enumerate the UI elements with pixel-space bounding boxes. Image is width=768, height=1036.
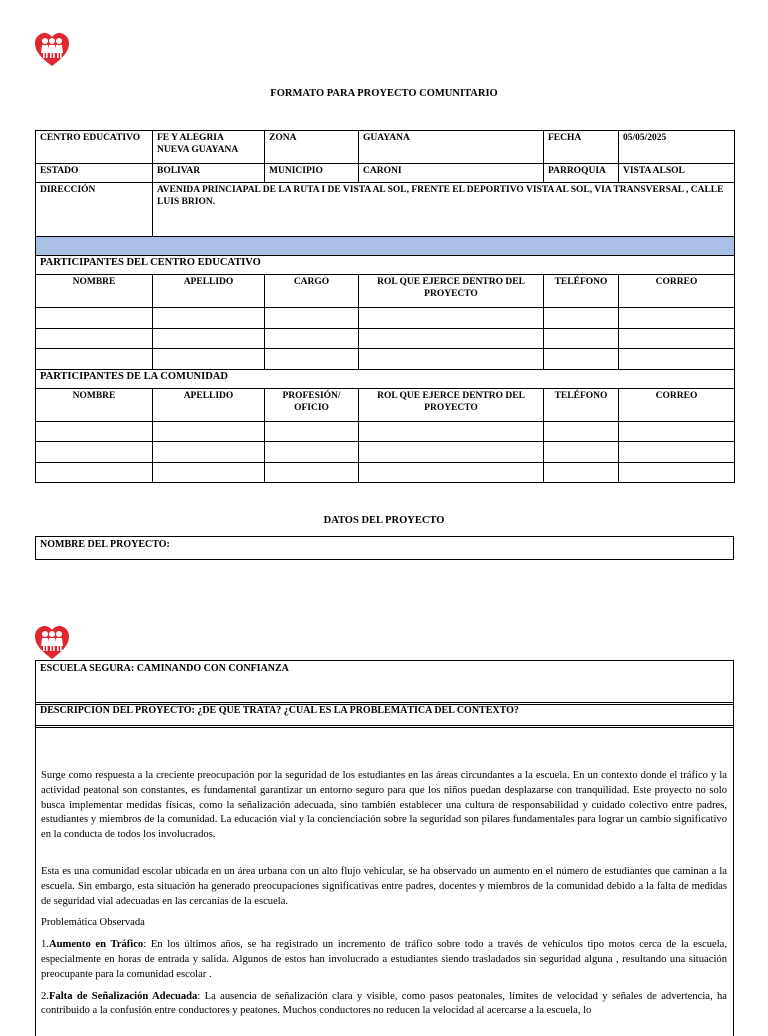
cell-input[interactable]: [544, 421, 619, 442]
cell-input[interactable]: [36, 442, 153, 463]
cell-input[interactable]: [153, 421, 265, 442]
cell-input[interactable]: [153, 328, 265, 349]
cell-input[interactable]: [265, 349, 359, 370]
col-telefono: TELÉFONO: [544, 388, 619, 421]
form-title: FORMATO PARA PROYECTO COMUNITARIO: [270, 88, 498, 99]
descripcion-label: DESCRIPCIÓN DEL PROYECTO: ¿DE QUÉ TRATA? ¿CUÁL ES LA PROBLEMÁTICA DEL CONTEXTO?: [40, 705, 519, 716]
item-2: [41, 990, 727, 1020]
cell-input[interactable]: [359, 328, 544, 349]
cell-input[interactable]: [544, 442, 619, 463]
participantes-centro-label: PARTICIPANTES DEL CENTRO EDUCATIVO: [36, 256, 735, 275]
cell-input[interactable]: [36, 328, 153, 349]
cell-input[interactable]: [153, 462, 265, 483]
col-cargo: CARGO: [265, 275, 359, 308]
problematica-heading: Problemática Observada: [41, 917, 145, 929]
cell-input[interactable]: [544, 349, 619, 370]
item-2-text: : La ausencia de señalización clara y visible, como pasos peatonales, límites de velocidad y señales de advertencia, ha contribuido a la confusión entre conductores y peatones. Muchos conductores no reducen la velocidad al acercarse a la escuela, lo: [41, 990, 727, 1017]
participantes-comunidad-label: PARTICIPANTES DE LA COMUNIDAD: [36, 369, 735, 388]
direccion-value: AVENIDA PRINCIAPAL DE LA RUTA I DE VISTA AL SOL, FRENTE EL DEPORTIVO VISTA AL SOL, VIA TRANSVERSAL , CALLE LUIS BRION.: [153, 183, 735, 237]
cell-input[interactable]: [359, 349, 544, 370]
cell-input[interactable]: [619, 308, 735, 329]
municipio-label: MUNICIPIO: [265, 164, 359, 183]
cell-input[interactable]: [36, 349, 153, 370]
centro-educativo-value: FE Y ALEGRIA NUEVA GUAYANA: [153, 131, 265, 164]
estado-value: BOLIVAR: [153, 164, 265, 183]
cell-input[interactable]: [36, 421, 153, 442]
cell-input[interactable]: [153, 349, 265, 370]
fecha-value: 05/05/2025: [619, 131, 735, 164]
fecha-label: FECHA: [544, 131, 619, 164]
cell-input[interactable]: [265, 308, 359, 329]
cell-input[interactable]: [619, 442, 735, 463]
parroquia-label: PARROQUIA: [544, 164, 619, 183]
item-1-number: 1.: [41, 939, 49, 951]
table-row: [36, 349, 735, 370]
item-2-number: 2.: [41, 990, 49, 1002]
zona-value: GUAYANA: [359, 131, 544, 164]
table-row: [36, 462, 735, 483]
col-telefono: TELÉFONO: [544, 275, 619, 308]
col-apellido: APELLIDO: [153, 275, 265, 308]
section-band: [36, 237, 735, 256]
fe-y-alegria-logo-icon: [34, 32, 70, 68]
cell-input[interactable]: [359, 421, 544, 442]
cell-input[interactable]: [359, 442, 544, 463]
project-name-box: [35, 660, 734, 705]
cell-input[interactable]: [36, 462, 153, 483]
centro-educativo-label: CENTRO EDUCATIVO: [36, 131, 153, 164]
col-apellido: APELLIDO: [153, 388, 265, 421]
cell-input[interactable]: [265, 442, 359, 463]
datos-proyecto-title: DATOS DEL PROYECTO: [323, 515, 445, 526]
parroquia-value: VISTA ALSOL: [619, 164, 735, 183]
cell-input[interactable]: [619, 349, 735, 370]
fe-y-alegria-logo-icon: [34, 625, 70, 661]
direccion-label: DIRECCIÓN: [36, 183, 153, 237]
cell-input[interactable]: [153, 442, 265, 463]
cell-input[interactable]: [265, 462, 359, 483]
paragraph-1: Surge como respuesta a la creciente preocupación por la seguridad de los estudiantes en las áreas circundantes a la escuela. En un contexto donde el tráfico y la actividad peatonal son constantes, es fundamental garantizar un entorno seguro para que los niños puedan desplazarse con tranquilidad. Este proyecto no solo busca implementar medidas físicas, como la señalización adecuada, sino también establecer una cultura de responsabilidad y cuidado colectivo entre padres, estudiantes y miembros de la comunidad. La educación vial y la concienciación sobre la seguridad son pilares fundamentales para lograr un cambio significativo en la conducta de todos los involucrados.: [41, 770, 727, 841]
cell-input[interactable]: [153, 308, 265, 329]
table-row: [36, 442, 735, 463]
cell-input[interactable]: [36, 308, 153, 329]
estado-label: ESTADO: [36, 164, 153, 183]
table-row: [36, 308, 735, 329]
col-nombre: NOMBRE: [36, 388, 153, 421]
paragraph-2: Esta es una comunidad escolar ubicada en un área urbana con un alto flujo vehicular, se ha observado un aumento en el número de estudiantes que caminan a la escuela. Sin embargo, esta situación ha generado preocupaciones significativas entre padres, docentes y miembros de la comunidad debido a la falta de medidas de seguridad vial adecuadas en las cercanías de la escuela.: [41, 865, 727, 907]
item-1-text: : En los últimos años, se ha registrado un incremento de tráfico sobre todo a través de vehículos tipo motos cerca de la escuela, especialmente en horas de entrada y salida. Algunos de estos han involucrado a estudiantes siendo trasladados sin seguridad alguna , resultando una situación preocupante para la comunidad escolar .: [41, 939, 728, 980]
municipio-value: CARONI: [359, 164, 544, 183]
cell-input[interactable]: [265, 421, 359, 442]
nombre-proyecto-box[interactable]: [35, 536, 734, 560]
item-1: [41, 938, 727, 982]
nombre-proyecto-label: NOMBRE DEL PROYECTO:: [40, 539, 170, 550]
cell-input[interactable]: [544, 462, 619, 483]
table-row: [36, 328, 735, 349]
cell-input[interactable]: [619, 462, 735, 483]
col-rol: ROL QUE EJERCE DENTRO DEL PROYECTO: [359, 388, 544, 421]
cell-input[interactable]: [619, 328, 735, 349]
col-profesion: PROFESIÓN/ OFICIO: [265, 388, 359, 421]
col-correo: CORREO: [619, 388, 735, 421]
cell-input[interactable]: [544, 328, 619, 349]
item-1-title: Aumento en Tráfico: [48, 939, 144, 951]
info-table: [35, 130, 735, 483]
cell-input[interactable]: [619, 421, 735, 442]
cell-input[interactable]: [265, 328, 359, 349]
cell-input[interactable]: [359, 308, 544, 329]
col-nombre: NOMBRE: [36, 275, 153, 308]
col-rol: ROL QUE EJERCE DENTRO DEL PROYECTO: [359, 275, 544, 308]
descripcion-text: [41, 769, 727, 1019]
cell-input[interactable]: [544, 308, 619, 329]
cell-input[interactable]: [359, 462, 544, 483]
col-correo: CORREO: [619, 275, 735, 308]
project-name: ESCUELA SEGURA: CAMINANDO CON CONFIANZA: [40, 663, 289, 674]
table-row: [36, 421, 735, 442]
item-2-title: Falta de Señalización Adecuada: [48, 990, 198, 1002]
zona-label: ZONA: [265, 131, 359, 164]
